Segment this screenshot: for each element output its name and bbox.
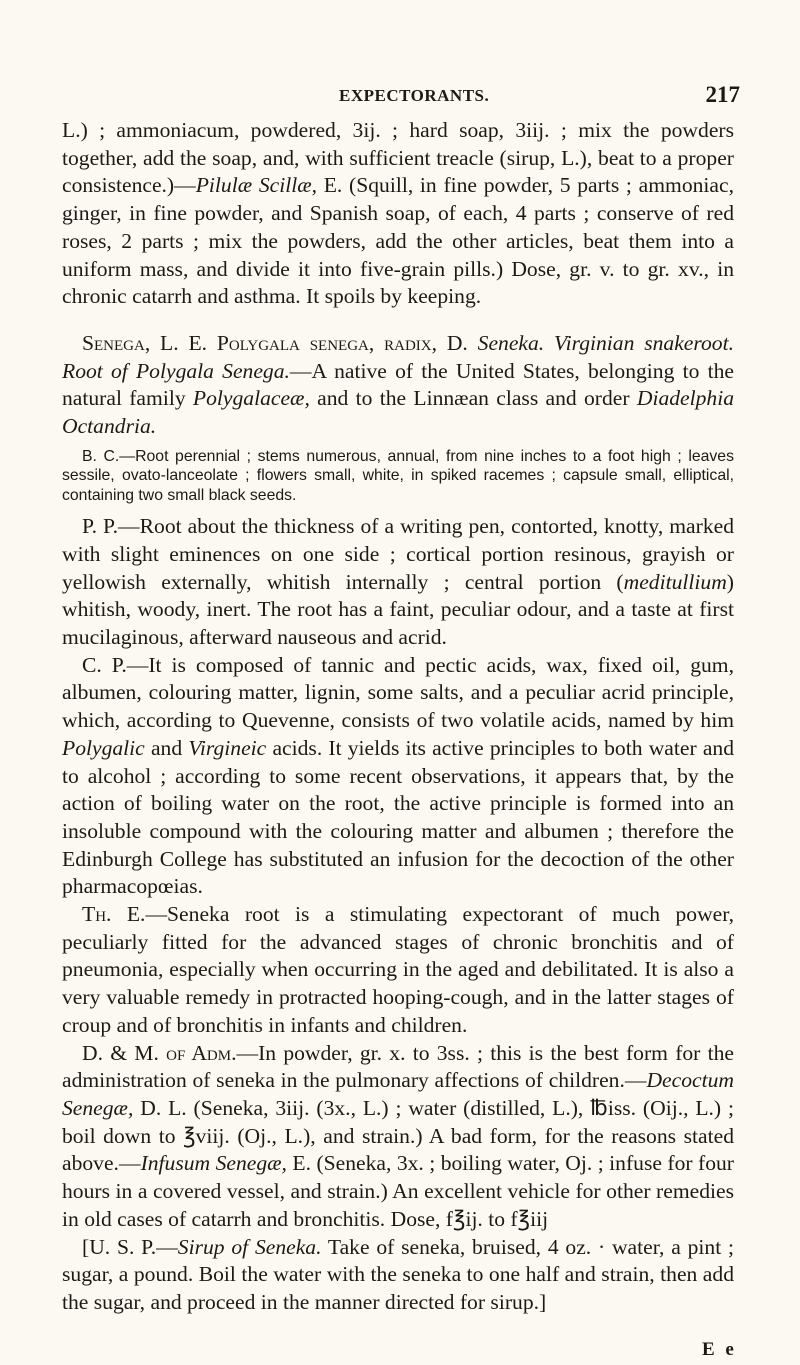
paragraph-senega-heading: Senega, L. E. Polygala senega, radix, D. Seneka. Virginian snakeroot. Root of Polygala Senega.—A native of the United States, belonging to the natural family Polygalaceæ, and to the Linnæan class and order Diadelphia Octandria. — [62, 330, 735, 439]
paragraph-therapeutic-effects: Th. E.—Seneka root is a stimulating expectorant of much power, peculiarly fitted for the advanced stages of chronic bronchitis and of pneumonia, especially when occurring in the aged and debilitated. It is also a very valuable remedy in protracted hooping-cough, and in the latter stages of croup and of bronchitis in infants and children. — [62, 902, 734, 1037]
paragraph-botanical-characters: B. C.—Root perennial ; stems numerous, annual, from nine inches to a foot high ; leaves sessile, ovato-lanceolate ; flowers small, white, in spiked racemes ; capsule small, elliptical, containing two small black seeds. — [62, 447, 734, 504]
paragraph-dose-and-administration: D. & M. of Adm.—In powder, gr. x. to 3ss. ; this is the best form for the administration of seneka in the pulmonary affections of children.—Decoctum Senegæ, D. L. (Seneka, 3iij. (3x., L.) ; water (distilled, L.), ℔iss. (Oij., L.) ; boil down to ℥viij. (Oj., L.), and strain.) A bad form, for the reasons stated above.—Infusum Senegæ, E. (Seneka, 3x. ; boiling water, Oj. ; infuse for four hours in a covered vessel, and strain.) An excellent vehicle for other remedies in old cases of catarrh and bronchitis. Dose, f℥ij. to f℥iij — [62, 1040, 734, 1231]
paragraph-squill-pills: L.) ; ammoniacum, powdered, 3ij. ; hard soap, 3iij. ; mix the powders together, add the soap, and, with sufficient treacle (sirup, L.), beat to a proper consistence.)—Pilulæ Scillæ, E. (Squill, in fine powder, 5 parts ; ammoniac, ginger, in fine powder, and Spanish soap, of each, 4 parts ; conserve of red roses, 2 parts ; mix the powders, add the other articles, beat them into a uniform mass, and divide it into five-grain pills.) Dose, gr. v. to gr. xv., in chronic catarrh and asthma. It spoils by keeping. — [62, 118, 734, 309]
page-number: 217 — [705, 82, 740, 107]
paragraph-us-pharmacopoeia: [U. S. P.—Sirup of Seneka. Take of seneka, bruised, 4 oz. · water, a pint ; sugar, a pound. Boil the water with the seneka to one half and strain, then add the sugar, and proceed in the manner directed for sirup.] — [62, 1234, 734, 1314]
body-text — [62, 117, 734, 1317]
term-pilulae-scillae: Pilulæ Scillæ — [195, 173, 312, 198]
running-title: EXPECTORANTS. — [339, 86, 490, 105]
paragraph-physical-properties: P. P.—Root about the thickness of a writing pen, contorted, knotty, marked with slight eminences on one side ; cortical portion resinous, grayish or yellowish externally, whitish internally ; central portion (meditullium) whitish, woody, inert. The root has a faint, peculiar odour, and a taste at first mucilaginous, afterward nauseous and acrid. — [62, 514, 734, 650]
running-head — [0, 82, 800, 112]
entry-names: Seneka. Virginian snakeroot. Root of Polygala Senega. — [62, 330, 734, 383]
entry-heading: Senega, L. E. Polygala senega, radix, D. — [82, 330, 468, 355]
signature-mark: E e — [702, 1339, 737, 1360]
paragraph-chemical-properties: C. P.—It is composed of tannic and pectic acids, wax, fixed oil, gum, albumen, colouring matter, lignin, some salts, and a peculiar acrid principle, which, according to Quevenne, consists of two volatile acids, named by him Polygalic and Virgineic acids. It yields its active principles to both water and to alcohol ; according to some recent observations, it appears that, by the action of boiling water on the root, the active principle is formed into an insoluble compound with the colouring matter and albumen ; therefore the Edinburgh College has substituted an infusion for the decoction of the other pharmacopœias. — [62, 652, 735, 899]
